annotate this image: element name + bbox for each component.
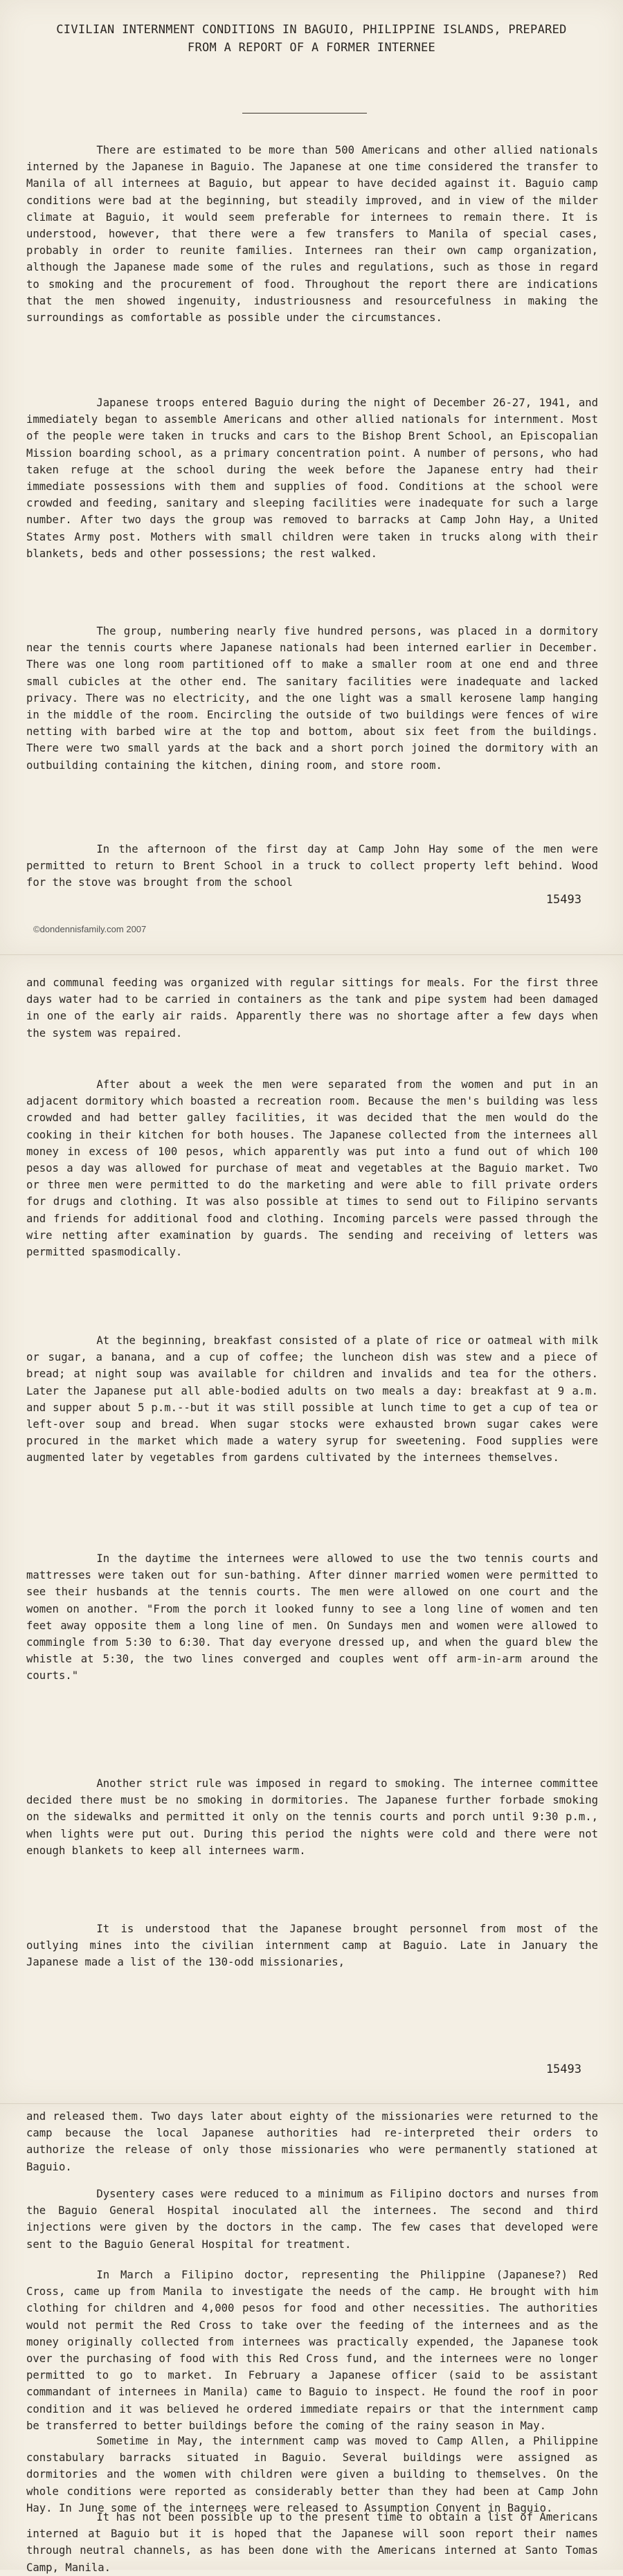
document-title: CIVILIAN INTERNMENT CONDITIONS IN BAGUIO, PHILIPPINE ISLANDS, PREPARED FROM A REPORT OF A FORMER INTERNEE: [56, 23, 567, 55]
paragraph-6: After about a week the men were separated from the women and put in an adjacent dormitory which boasted a recreation room. Because the men's building was less crowded and had better galley facilities, it was decided that the men would do the cooking in their kitchen for both houses. The Japanese collected from the internees all money in excess of 100 pesos, which apparently was put into a fund out of which 100 pesos a day was allowed for purchase of meat and vegetables at the Baguio market. Two or three men were permitted to do the marketing and were able to fill private orders for drugs and clothing. It was also possible at times to send out to Filipino servants and friends for additional food and clothing. Incoming parcels were passed through the wire netting after examination by guards. The sending and receiving of letters was permitted spasmodically.: [26, 1078, 598, 1259]
paragraph-14: Sometime in May, the internment camp was moved to Camp Allen, a Philippine constabulary barracks situated in Baguio. Several buildings were assigned as dormitories and the women with children were given a building to themselves. On the whole conditions were reported as considerably better than they had been at Camp John Hay. In June some of the internees were released to Assumption Convent in Baguio.: [26, 2435, 598, 2514]
page-2: [0, 955, 623, 2104]
watermark: ©dondennisfamily.com 2007: [33, 924, 147, 934]
paragraph-1: There are estimated to be more than 500 Americans and other allied nationals interned by the Japanese in Baguio. The Japanese at one time considered the transfer to Manila of all internees at Baguio, but appear to have decided against it. Baguio camp conditions were bad at the beginning, but steadily improved, and in view of the milder climate at Baguio, it would seem preferable for internees to remain there. It is understood, however, that there were a few transfers to Manila of special cases, probably in order to reunite families. Internees ran their own camp organization, although the Japanese made some of the rules and regulations, such as those in regard to smoking and the procurement of food. Throughout the report there are indications that the men showed ingenuity, industriousness and resourcefulness in making the surroundings as comfortable as possible under the circumstances.: [26, 144, 598, 325]
paragraph-12: Dysentery cases were reduced to a minimum as Filipino doctors and nurses from the Baguio General Hospital inoculated all the internees. The second and third injections were given by the doctors in the camp. The few cases that developed were sent to the Baguio General Hospital for treatment.: [26, 2188, 598, 2251]
paragraph-3: The group, numbering nearly five hundred persons, was placed in a dormitory near the tennis courts where Japanese nationals had been interned earlier in December. There was one long room partitioned off to make a smaller room at one end and three small cubicles at the other end. The sanitary facilities were inadequate and lacked privacy. There was no electricity, and the one light was a small kerosene lamp hanging in the middle of the room. Encircling the outside of two buildings were fences of wire netting with barbed wire at the top and bottom, about six feet from the buildings. There were two small yards at the back and a short porch joined the dormitory with an outbuilding containing the kitchen, dining room, and store room.: [26, 625, 598, 772]
page-1: [0, 0, 623, 955]
paragraph-15: It has not been possible up to the present time to obtain a list of Americans interned at Baguio but it is hoped that the Japanese will soon report their names through neutral channels, as has been done with the Americans interned at Santo Tomas Camp, Manila.: [26, 2511, 598, 2574]
paragraph-5: and communal feeding was organized with regular sittings for meals. For the first three days water had to be carried in containers as the tank and pipe system had been damaged in one of the early air raids. Apparently there was no shortage after a few days when the system was repaired.: [26, 977, 598, 1040]
title-underline: [242, 113, 367, 114]
paragraph-7: At the beginning, breakfast consisted of a plate of rice or oatmeal with milk or sugar, a banana, and a cup of coffee; the luncheon dish was stew and a piece of bread; at night soup was available for children and invalids and tea for the others. Later the Japanese put all able-bodied adults on two meals a day: breakfast at 9 a.m. and supper about 5 p.m.--but it was still possible at lunch time to get a cup of tea or left-over soup and bread. When sugar stocks were exhausted brown sugar cakes were procured in the market which made a watery syrup for sweetening. Food supplies were augmented later by vegetables from gardens cultivated by the internees themselves.: [26, 1334, 598, 1464]
page-number: 15493: [545, 2062, 581, 2076]
page-number: 15493: [545, 893, 581, 907]
paragraph-9: Another strict rule was imposed in regard to smoking. The internee committee decided there must be no smoking in dormitories. The Japanese further forbade smoking on the sidewalks and permitted it only on the tennis courts and porch until 9:30 p.m., when lights were put out. During this period the nights were cold and there were not enough blankets to keep all internees warm.: [26, 1777, 598, 1857]
page-3: [0, 2104, 623, 2574]
paragraph-10: It is understood that the Japanese brought personnel from most of the outlying mines into the civilian internment camp at Baguio. Late in January the Japanese made a list of the 130-odd missionaries,: [26, 1923, 598, 1969]
paragraph-13: In March a Filipino doctor, representing the Philippine (Japanese?) Red Cross, came up from Manila to investigate the needs of the camp. He brought with him clothing for children and 4,000 pesos for food and other necessities. The authorities would not permit the Red Cross to take over the feeding of the internees and as the money originally collected from internees was practically expended, the Japanese took over the purchasing of food with this Red Cross fund, and the internees were no longer permitted to go to market. In February a Japanese officer (said to be assistant commandant of internees in Manila) came to Baguio to inspect. He found the roof in poor condition and it was believed he ordered immediate repairs or that the internment camp be transferred to better buildings before the coming of the rainy season in May.: [26, 2269, 598, 2432]
paragraph-8: In the daytime the internees were allowed to use the two tennis courts and mattresses were taken out for sun-bathing. After dinner married women were permitted to see their husbands at the tennis courts. The men were allowed on one court and the women on another. "From the porch it looked funny to see a long line of women and ten feet away opposite them a long line of men. On Sundays men and women were allowed to commingle from 5:30 to 6:30. That day everyone dressed up, and when the guard blew the whistle at 5:30, the two lines converged and couples went off arm-in-arm around the courts.": [26, 1552, 598, 1682]
paragraph-4: In the afternoon of the first day at Camp John Hay some of the men were permitted to return to Brent School in a truck to collect property left behind. Wood for the stove was brought from the school: [26, 843, 598, 889]
paragraph-2: Japanese troops entered Baguio during the night of December 26-27, 1941, and immediately began to assemble Americans and other allied nationals for internment. Most of the people were taken in trucks and cars to the Bishop Brent School, an Episcopalian Mission boarding school, as a primary concentration point. A number of persons, who had taken refuge at the school during the week before the Japanese entry had their immediate possessions with them and supplies of food. Conditions at the school were crowded and feeding, sanitary and sleeping facilities were inadequate for such a large number. After two days the group was removed to barracks at Camp John Hay, a United States Army post. Mothers with small children were taken in trucks along with their blankets, beds and other possessions; the rest walked.: [26, 397, 598, 560]
paragraph-11: and released them. Two days later about eighty of the missionaries were returned to the camp because the local Japanese authorities had re-interpreted their orders to authorize the release of only those missionaries who were permanently stationed at Baguio.: [26, 2110, 598, 2173]
